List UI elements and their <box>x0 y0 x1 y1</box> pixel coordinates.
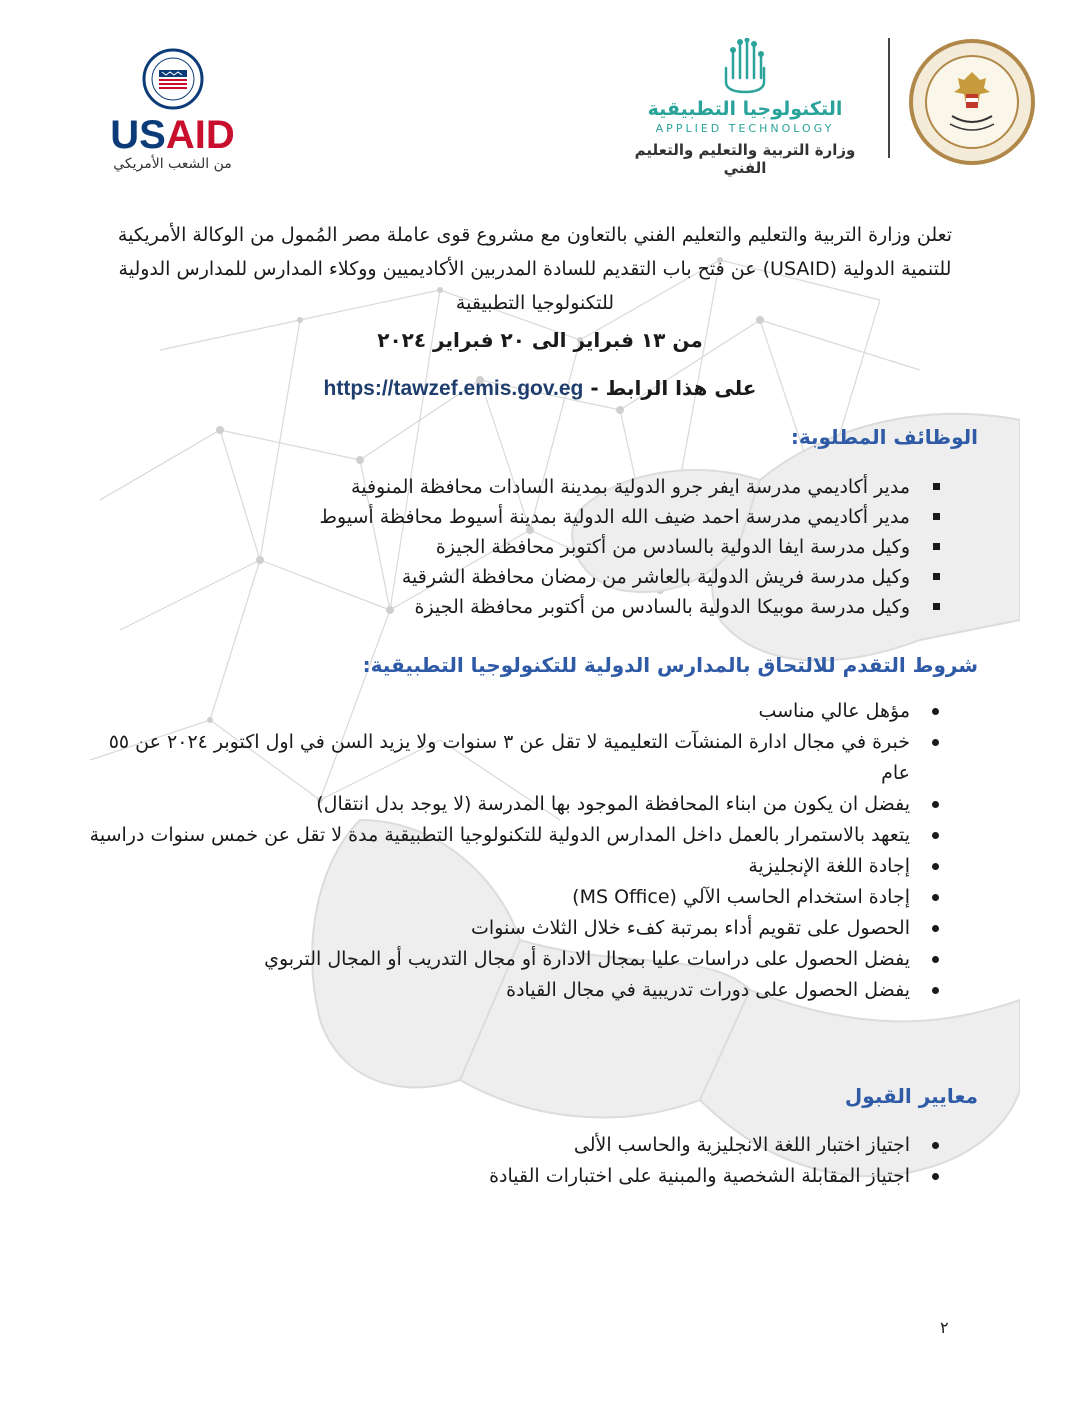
intro-paragraph: تعلن وزارة التربية والتعليم والتعليم الفني بالتعاون مع مشروع قوى عاملة مصر المُمول من الوكالة الأمريكية للتنمية الدولية (USAID) عن فتح باب التقديم للسادة المدربين الأكاديميين ووكلاء المدارس للمدارس الدولية للتكنولوجيا التطبيقية <box>117 224 953 314</box>
acceptance-title: معايير القبول <box>844 1084 978 1108</box>
jobs-title: الوظائف المطلوبة: <box>790 425 978 449</box>
usaid-wordmark <box>100 113 245 157</box>
list-item: اجتياز المقابلة الشخصية والمبنية على اختبارات القيادة <box>182 1161 942 1192</box>
ministry-name: وزارة التربية والتعليم والتعليم الفني <box>634 141 856 177</box>
list-item: وكيل مدرسة ايفا الدولية بالسادس من أكتوبر محافظة الجيزة <box>182 532 942 562</box>
application-link[interactable]: https://tawzef.emis.gov.eg <box>323 377 584 400</box>
ministry-of-education-seal <box>908 38 1036 166</box>
conditions-list <box>82 696 942 1006</box>
jobs-list <box>182 472 942 622</box>
list-item: اجتياز اختبار اللغة الانجليزية والحاسب الألى <box>182 1130 942 1161</box>
link-line <box>0 376 1080 401</box>
header-divider <box>888 38 890 158</box>
list-item: الحصول على تقويم أداء بمرتبة كفء خلال الثلاث سنوات <box>82 913 942 944</box>
list-item: إجادة استخدام الحاسب الآلي (MS Office) <box>82 882 942 913</box>
list-item: يفضل ان يكون من ابناء المحافظة الموجود بها المدرسة (لا يوجد بدل انتقال) <box>82 789 942 820</box>
application-dates: من ١٣ فبراير الى ٢٠ فبراير ٢٠٢٤ <box>377 328 703 352</box>
page-number: ٢ <box>940 1318 949 1337</box>
applied-technology-hand-icon <box>718 38 772 94</box>
list-item: مدير أكاديمي مدرسة احمد ضيف الله الدولية بمدينة أسيوط محافظة أسيوط <box>182 502 942 532</box>
applied-technology-english: APPLIED TECHNOLOGY <box>655 122 835 135</box>
list-item: إجادة اللغة الإنجليزية <box>82 851 942 882</box>
list-item: مؤهل عالي مناسب <box>82 696 942 727</box>
list-item: خبرة في مجال ادارة المنشآت التعليمية لا تقل عن ٣ سنوات ولا يزيد السن في اول اكتوبر ٢٠٢٤ عن ٥٥ عام <box>82 727 942 789</box>
applied-technology-logo <box>620 38 870 177</box>
list-item: يفضل الحصول على دورات تدريبية في مجال القيادة <box>82 975 942 1006</box>
usaid-wordmark-aid: AID <box>165 113 235 157</box>
conditions-title: شروط التقدم للالتحاق بالمدارس الدولية للتكنولوجيا التطبيقية: <box>362 653 978 677</box>
link-label: على هذا الرابط - <box>590 376 757 400</box>
usaid-seal-icon <box>142 48 204 110</box>
usaid-tagline: من الشعب الأمريكي <box>113 156 232 172</box>
applied-technology-arabic: التكنولوجيا التطبيقية <box>647 98 843 120</box>
usaid-wordmark-us: US <box>110 113 166 157</box>
list-item: وكيل مدرسة موبيكا الدولية بالسادس من أكتوبر محافظة الجيزة <box>182 592 942 622</box>
list-item: وكيل مدرسة فريش الدولية بالعاشر من رمضان محافظة الشرقية <box>182 562 942 592</box>
acceptance-list <box>182 1130 942 1192</box>
list-item: مدير أكاديمي مدرسة ايفر جرو الدولية بمدينة السادات محافظة المنوفية <box>182 472 942 502</box>
list-item: يفضل الحصول على دراسات عليا بمجال الادارة أو مجال التدريب أو المجال التربوي <box>82 944 942 975</box>
list-item: يتعهد بالاستمرار بالعمل داخل المدارس الدولية للتكنولوجيا التطبيقية مدة لا تقل عن خمس سنوات دراسية <box>82 820 942 851</box>
usaid-logo <box>100 48 245 172</box>
